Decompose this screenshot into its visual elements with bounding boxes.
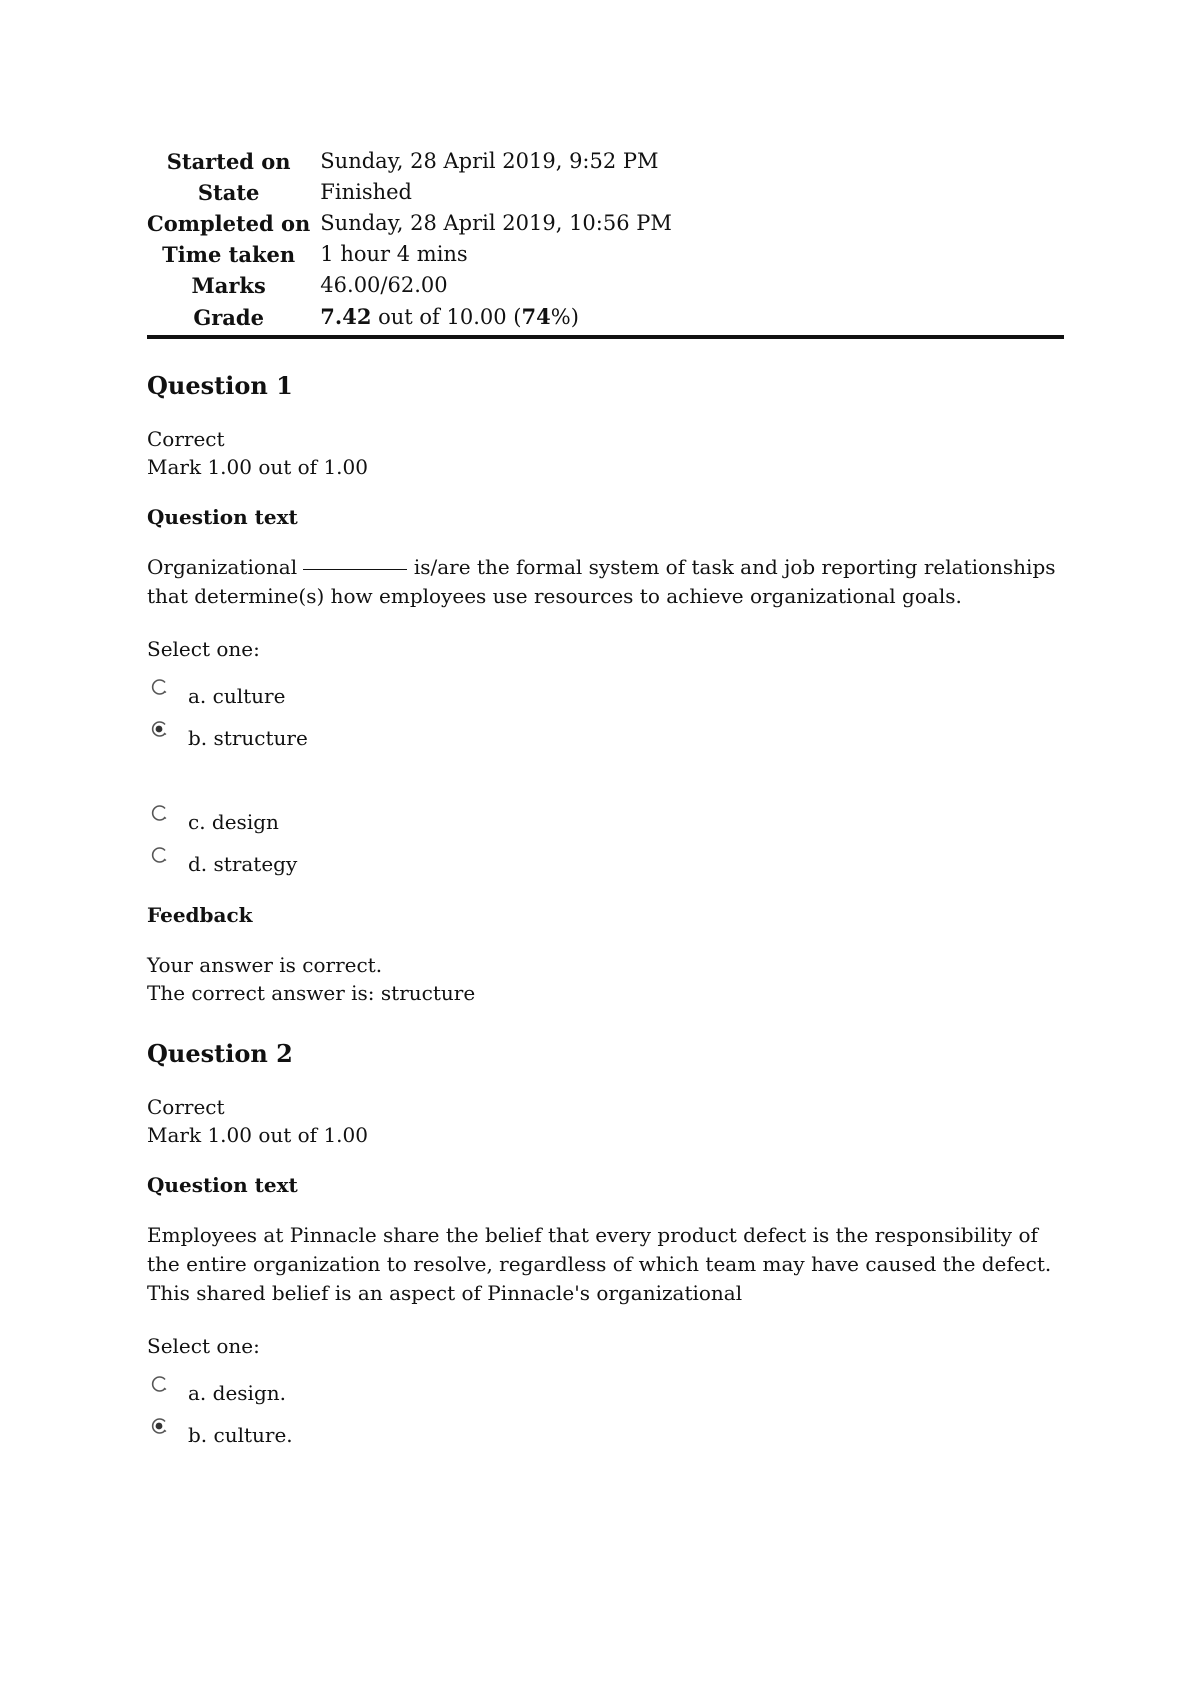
summary-label: Grade [193,304,264,330]
select-prompt: Select one: [147,637,260,661]
summary-row-time [147,239,1064,270]
option-label: d. strategy [188,852,298,876]
question-text-end: is/are the formal system of task and job reporting relationships that determine(s) how employees use resources to achieve organizational goals. [147,555,1056,608]
answer-option[interactable] [147,669,1064,711]
question-text: Employees at Pinnacle share the belief that every product defect is the responsibility of the entire organization to resolve, regardless of which team may have caused the defect. This shared belief is an aspect of Pinnacle's organizational [147,1223,1052,1305]
option-label: b. structure [188,726,308,750]
summary-row-started [147,146,1064,177]
question-text [147,553,1064,611]
radio-unselected-icon[interactable] [149,1374,169,1394]
option-label: a. culture [188,684,286,708]
summary-value: Finished [320,180,412,204]
answer-options [147,1366,1064,1450]
summary-row-completed [147,208,1064,239]
radio-unselected-icon[interactable] [149,845,169,865]
radio-selected-icon[interactable] [149,719,169,739]
feedback-line: Your answer is correct. [147,953,383,977]
option-label: a. design. [188,1381,286,1405]
answer-option-selected[interactable] [147,1408,1064,1450]
correct-answer-line: The correct answer is: structure [147,981,476,1005]
option-label: b. culture. [188,1423,293,1447]
question-title: Question 2 [147,1039,293,1068]
option-label: c. design [188,810,279,834]
question-text-heading: Question text [147,505,298,529]
grade-score: 7.42 [320,304,372,329]
answer-option[interactable] [147,837,1064,879]
question-status: Correct [147,427,225,451]
summary-label: Time taken [162,242,296,267]
summary-value: 46.00/62.00 [320,273,448,297]
summary-label: State [197,180,260,205]
question-status-block [147,1093,1064,1149]
question-2 [147,1037,1064,1450]
question-mark: Mark 1.00 out of 1.00 [147,455,368,479]
question-1 [147,369,1064,1007]
summary-divider [147,335,1064,339]
summary-value: Sunday, 28 April 2019, 10:56 PM [320,211,672,235]
question-mark: Mark 1.00 out of 1.00 [147,1123,368,1147]
feedback-block [147,951,1064,1007]
select-prompt: Select one: [147,1334,260,1358]
radio-selected-icon[interactable] [149,1416,169,1436]
summary-row-marks [147,270,1064,301]
summary-row-state [147,177,1064,208]
radio-unselected-icon[interactable] [149,677,169,697]
question-text-heading: Question text [147,1173,298,1197]
grade-percent-suffix: %) [550,305,579,329]
answer-option[interactable] [147,795,1064,837]
question-status: Correct [147,1095,225,1119]
fill-in-blank [303,569,407,570]
quiz-review-page [147,146,1064,1450]
question-title: Question 1 [147,371,293,400]
grade-out-of: out of 10.00 ( [371,305,522,329]
summary-label: Completed on [147,211,311,236]
question-status-block [147,425,1064,481]
summary-row-grade [147,301,1064,333]
question-text-start: Organizational [147,555,298,579]
answer-option-selected[interactable] [147,711,1064,795]
summary-label: Marks [191,273,266,298]
answer-options [147,669,1064,879]
radio-unselected-icon[interactable] [149,803,169,823]
feedback-heading: Feedback [147,903,253,927]
summary-value: Sunday, 28 April 2019, 9:52 PM [320,149,659,173]
summary-value: 1 hour 4 mins [320,242,468,266]
summary-value [316,301,1064,333]
answer-option[interactable] [147,1366,1064,1408]
summary-label: Started on [166,149,291,174]
attempt-summary-table [147,146,1064,333]
grade-percent: 74 [521,304,551,329]
